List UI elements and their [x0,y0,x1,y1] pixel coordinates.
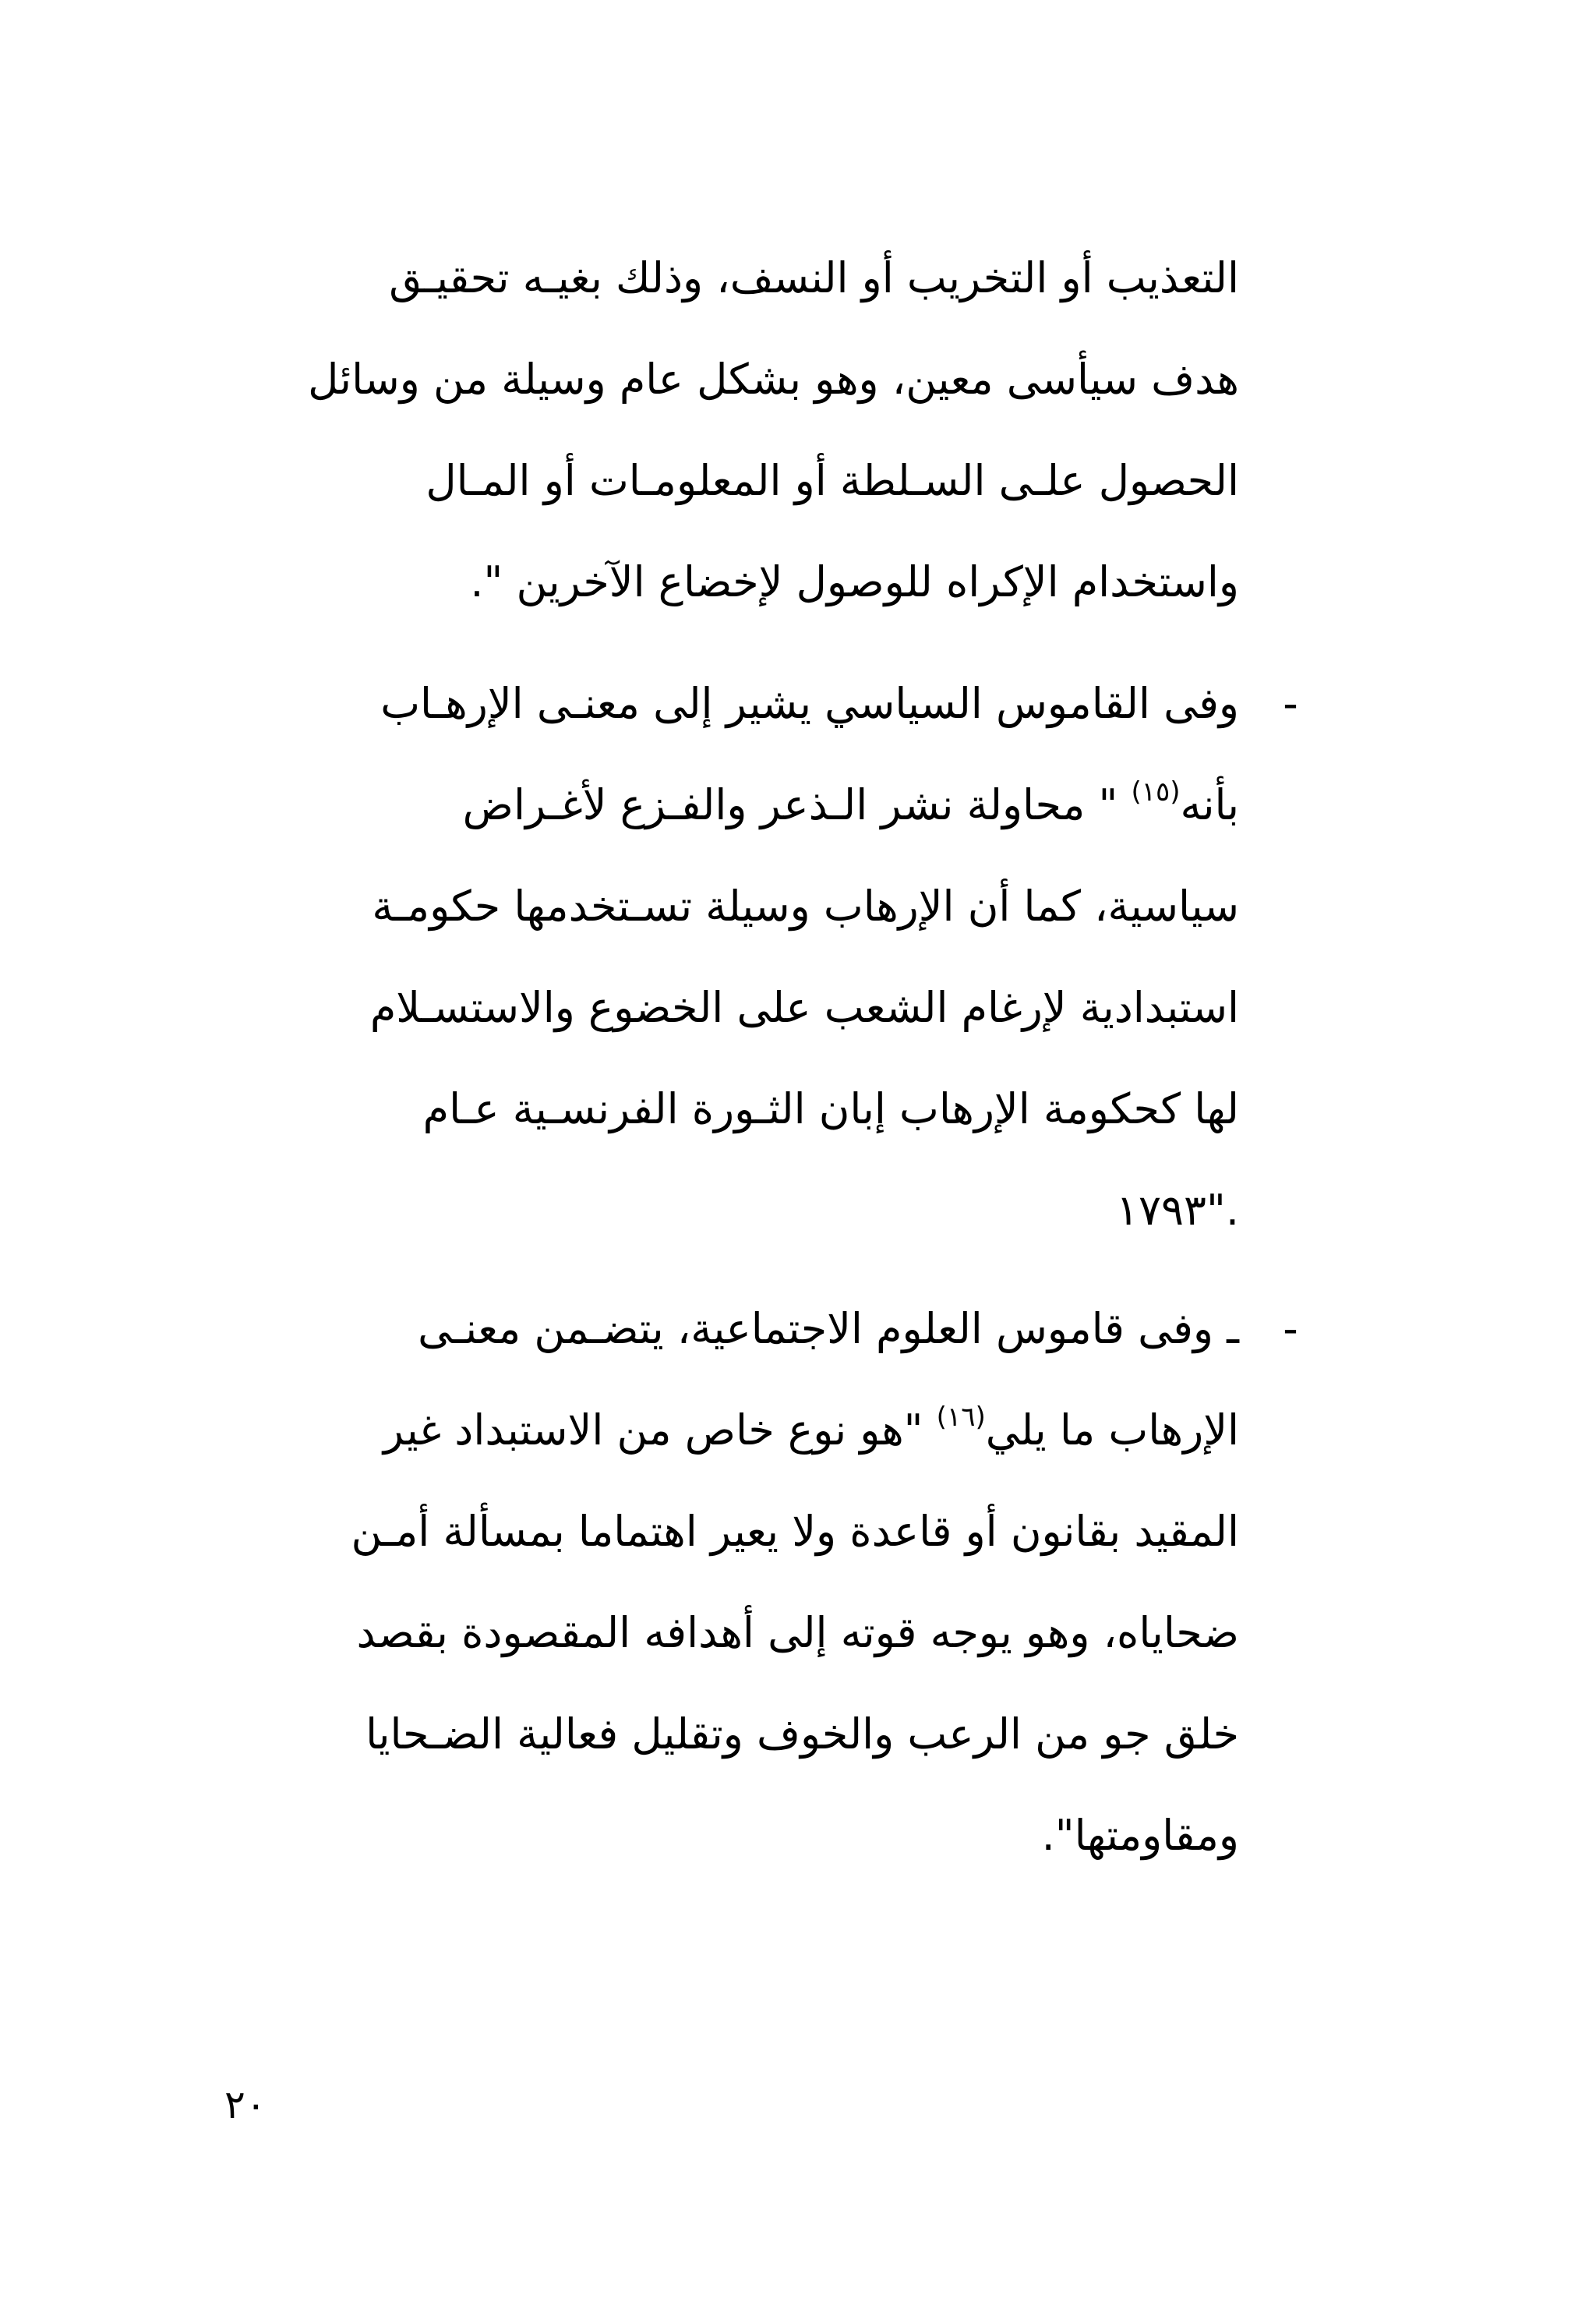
text-line: هدف سيأسى معين، وهو بشكل عام وسيلة من وسائل [308,355,1239,404]
text-line: استبدادية لإرغام الشعب على الخضوع والاستسـلام [369,983,1239,1032]
text-line: التعذيب أو التخريب أو النسف، وذلك بغيـه تحقيـق [389,253,1239,302]
text-line: ـ وفى قاموس العلوم الاجتماعية، يتضـمن معنـى [418,1304,1239,1353]
text-segment: الإرهاب ما يلي [985,1405,1239,1455]
text-line: وفى القاموس السياسي يشير إلى معنـى الإرهـاب [380,679,1239,728]
text-line-with-footnote [234,755,1239,856]
paragraph-social-sciences-dictionary [234,1278,1239,1886]
paragraph-continuation [234,228,1239,633]
text-line: ومقاومتها". [1041,1811,1239,1860]
text-line: لها كحكومة الإرهاب إبان الثـورة الفرنسـية عـام [422,1084,1239,1133]
text-line-with-footnote [234,1380,1239,1481]
text-line: سياسية، كما أن الإرهاب وسيلة تسـتخدمها حكومـة [372,882,1239,931]
paragraph-political-dictionary [234,653,1239,1261]
text-segment: "هو نوع خاص من الاستبداد غير [383,1405,937,1455]
text-line: الحصول علـى السـلطة أو المعلومـات أو المـال [425,456,1239,505]
text-line: خلق جو من الرعب والخوف وتقليل فعالية الضـحايا [365,1709,1239,1759]
text-line: المقيد بقانون أو قاعدة ولا يعير اهتماما بمسألة أمـن [351,1507,1239,1556]
page-number: ٢٠ [224,2082,267,2127]
list-bullet-dash: - [1283,1304,1298,1353]
text-segment: بأنه [1180,780,1239,829]
text-line: ١٧٩٣". [1115,1186,1239,1235]
footnote-marker: (١٦) [936,1402,986,1433]
list-bullet-dash: - [1283,679,1298,728]
text-line: واستخدام الإكراه للوصول لإخضاع الآخرين ". [470,557,1239,606]
text-segment: " محاولة نشر الـذعر والفـزع لأغـراض [462,780,1132,829]
text-line: ضحاياه، وهو يوجه قوته إلى أهدافه المقصودة بقصد [356,1608,1239,1657]
footnote-marker: (١٥) [1131,776,1181,808]
